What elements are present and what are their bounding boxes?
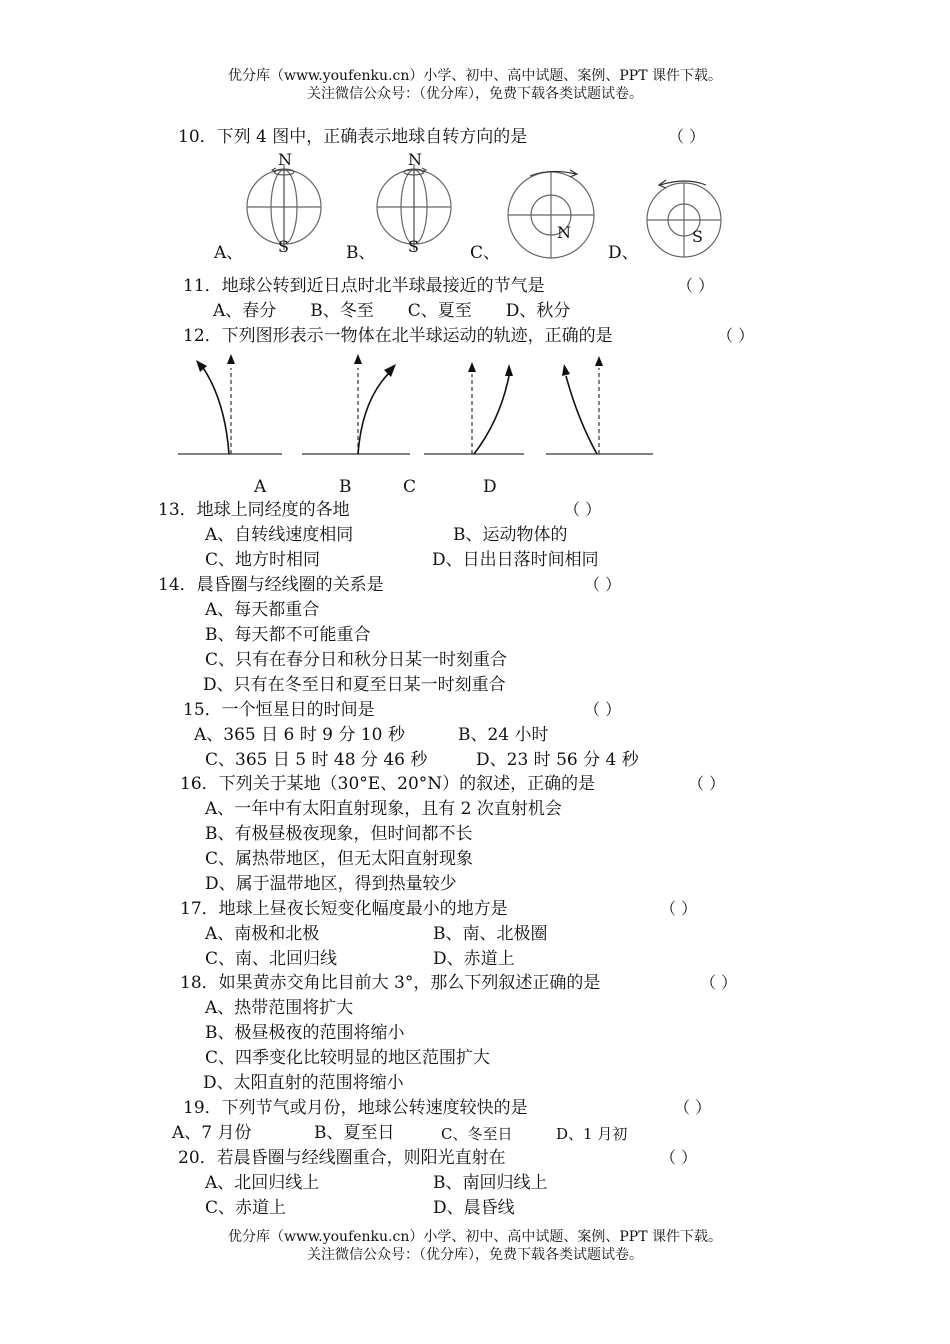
q12-d-path: [566, 376, 597, 454]
q13-option-a: A、自转线速度相同: [205, 525, 354, 545]
q16-answer-blank: （ ）: [688, 774, 726, 793]
q17-option-b: B、南、北极圈: [433, 924, 548, 944]
q11-stem: 11．地球公转到近日点时北半球最接近的节气是: [183, 276, 545, 296]
q19-option-d: D、1 月初: [556, 1125, 628, 1143]
q10-c-north-label: N: [557, 223, 571, 242]
q12-trajectory-diagram: [170, 350, 670, 465]
q16-option-a: A、一年中有太阳直射现象，且有 2 次直射机会: [205, 799, 562, 819]
q18-stem: 18．如果黄赤交角比目前大 3°，那么下列叙述正确的是: [180, 973, 601, 993]
q12-label-c: C: [403, 477, 417, 497]
q16-stem: 16．下列关于某地（30°E、20°N）的叙述，正确的是: [180, 774, 596, 794]
q11-options: A、春分 B、冬至 C、夏至 D、秋分: [213, 301, 571, 321]
q20-option-a: A、北回归线上: [205, 1173, 320, 1193]
q10-b-north-label: N: [408, 150, 422, 169]
q17-answer-blank: （ ）: [660, 899, 698, 918]
q12-a-path: [202, 366, 229, 454]
q18-option-b: B、极昼极夜的范围将缩小: [205, 1023, 405, 1043]
q20-option-c: C、赤道上: [205, 1198, 287, 1218]
q10-stem: 10．下列 4 图中，正确表示地球自转方向的是: [178, 127, 528, 147]
q17-option-a: A、南极和北极: [205, 924, 320, 944]
q15-option-b: B、24 小时: [458, 725, 549, 745]
q10-option-b: B、: [346, 243, 376, 263]
q14-answer-blank: （ ）: [584, 575, 622, 594]
q19-answer-blank: （ ）: [674, 1098, 712, 1117]
q20-stem: 20．若晨昏圈与经线圈重合，则阳光直射在: [178, 1148, 506, 1168]
q12-label-a: A: [254, 477, 267, 497]
q10-answer-blank: （ ）: [668, 127, 706, 146]
q10-b-south-label: S: [408, 237, 419, 256]
q10-option-c: C、: [470, 243, 501, 263]
q17-option-c: C、南、北回归线: [205, 949, 338, 969]
q19-option-b: B、夏至日: [314, 1123, 395, 1143]
q17-stem: 17．地球上昼夜长短变化幅度最小的地方是: [180, 899, 508, 919]
q10-option-d: D、: [608, 243, 639, 263]
q13-option-d: D、日出日落时间相同: [432, 550, 599, 570]
q18-answer-blank: （ ）: [700, 973, 738, 992]
q10-globe-d: [640, 175, 740, 265]
q14-option-d: D、只有在冬至日和夏至日某一时刻重合: [203, 675, 506, 695]
page-header-line1: 优分库（www.youfenku.cn）小学、初中、高中试题、案例、PPT 课件下载。: [227, 68, 722, 84]
q12-stem: 12．下列图形表示一物体在北半球运动的轨迹，正确的是: [183, 326, 613, 346]
q15-answer-blank: （ ）: [584, 700, 622, 719]
q10-a-north-label: N: [278, 150, 292, 169]
q10-globe-c: [500, 160, 610, 270]
q15-option-d: D、23 时 56 分 4 秒: [476, 750, 639, 770]
q10-d-south-label: S: [692, 227, 703, 246]
q12-label-d: D: [483, 477, 497, 497]
q15-option-a: A、365 日 6 时 9 分 10 秒: [194, 725, 405, 745]
q14-option-b: B、每天都不可能重合: [205, 625, 371, 645]
q13-option-c: C、地方时相同: [205, 550, 321, 570]
q16-option-c: C、属热带地区，但无太阳直射现象: [205, 849, 474, 869]
q20-option-d: D、晨昏线: [433, 1198, 515, 1218]
q20-option-b: B、南回归线上: [433, 1173, 548, 1193]
q13-answer-blank: （ ）: [564, 500, 602, 519]
q12-b-path: [358, 372, 390, 454]
q17-option-d: D、赤道上: [433, 949, 515, 969]
q18-option-d: D、太阳直射的范围将缩小: [203, 1073, 404, 1093]
q14-option-a: A、每天都重合: [205, 600, 320, 620]
q16-option-b: B、有极昼极夜现象，但时间都不长: [205, 824, 473, 844]
q19-stem: 19．下列节气或月份，地球公转速度较快的是: [183, 1098, 528, 1118]
q12-label-b: B: [339, 477, 352, 497]
q12-answer-blank: （ ）: [717, 326, 755, 345]
q15-stem: 15．一个恒星日的时间是: [183, 700, 375, 720]
q11-answer-blank: （ ）: [677, 276, 715, 295]
q12-c-path: [474, 376, 509, 454]
q19-option-a: A、7 月份: [172, 1123, 252, 1143]
q13-stem: 13．地球上同经度的各地: [158, 500, 350, 520]
q18-option-a: A、热带范围将扩大: [205, 998, 354, 1018]
page-footer-line2: 关注微信公众号：（优分库），免费下载各类试题试卷。: [307, 1247, 643, 1263]
q10-option-a: A、: [214, 243, 244, 263]
q19-option-c: C、冬至日: [441, 1125, 513, 1143]
q14-stem: 14．晨昏圈与经线圈的关系是: [158, 575, 384, 595]
q16-option-d: D、属于温带地区，得到热量较少: [205, 874, 457, 894]
q18-option-c: C、四季变化比较明显的地区范围扩大: [205, 1048, 491, 1068]
q15-option-c: C、365 日 5 时 48 分 46 秒: [205, 750, 428, 770]
q13-option-b: B、运动物体的: [453, 525, 568, 545]
page-footer-line1: 优分库（www.youfenku.cn）小学、初中、高中试题、案例、PPT 课件下载。: [227, 1229, 722, 1245]
q14-option-c: C、只有在春分日和秋分日某一时刻重合: [205, 650, 508, 670]
page-header-line2: 关注微信公众号：（优分库），免费下载各类试题试卷。: [307, 86, 643, 102]
q10-a-south-label: S: [278, 237, 289, 256]
q20-answer-blank: （ ）: [660, 1148, 698, 1167]
